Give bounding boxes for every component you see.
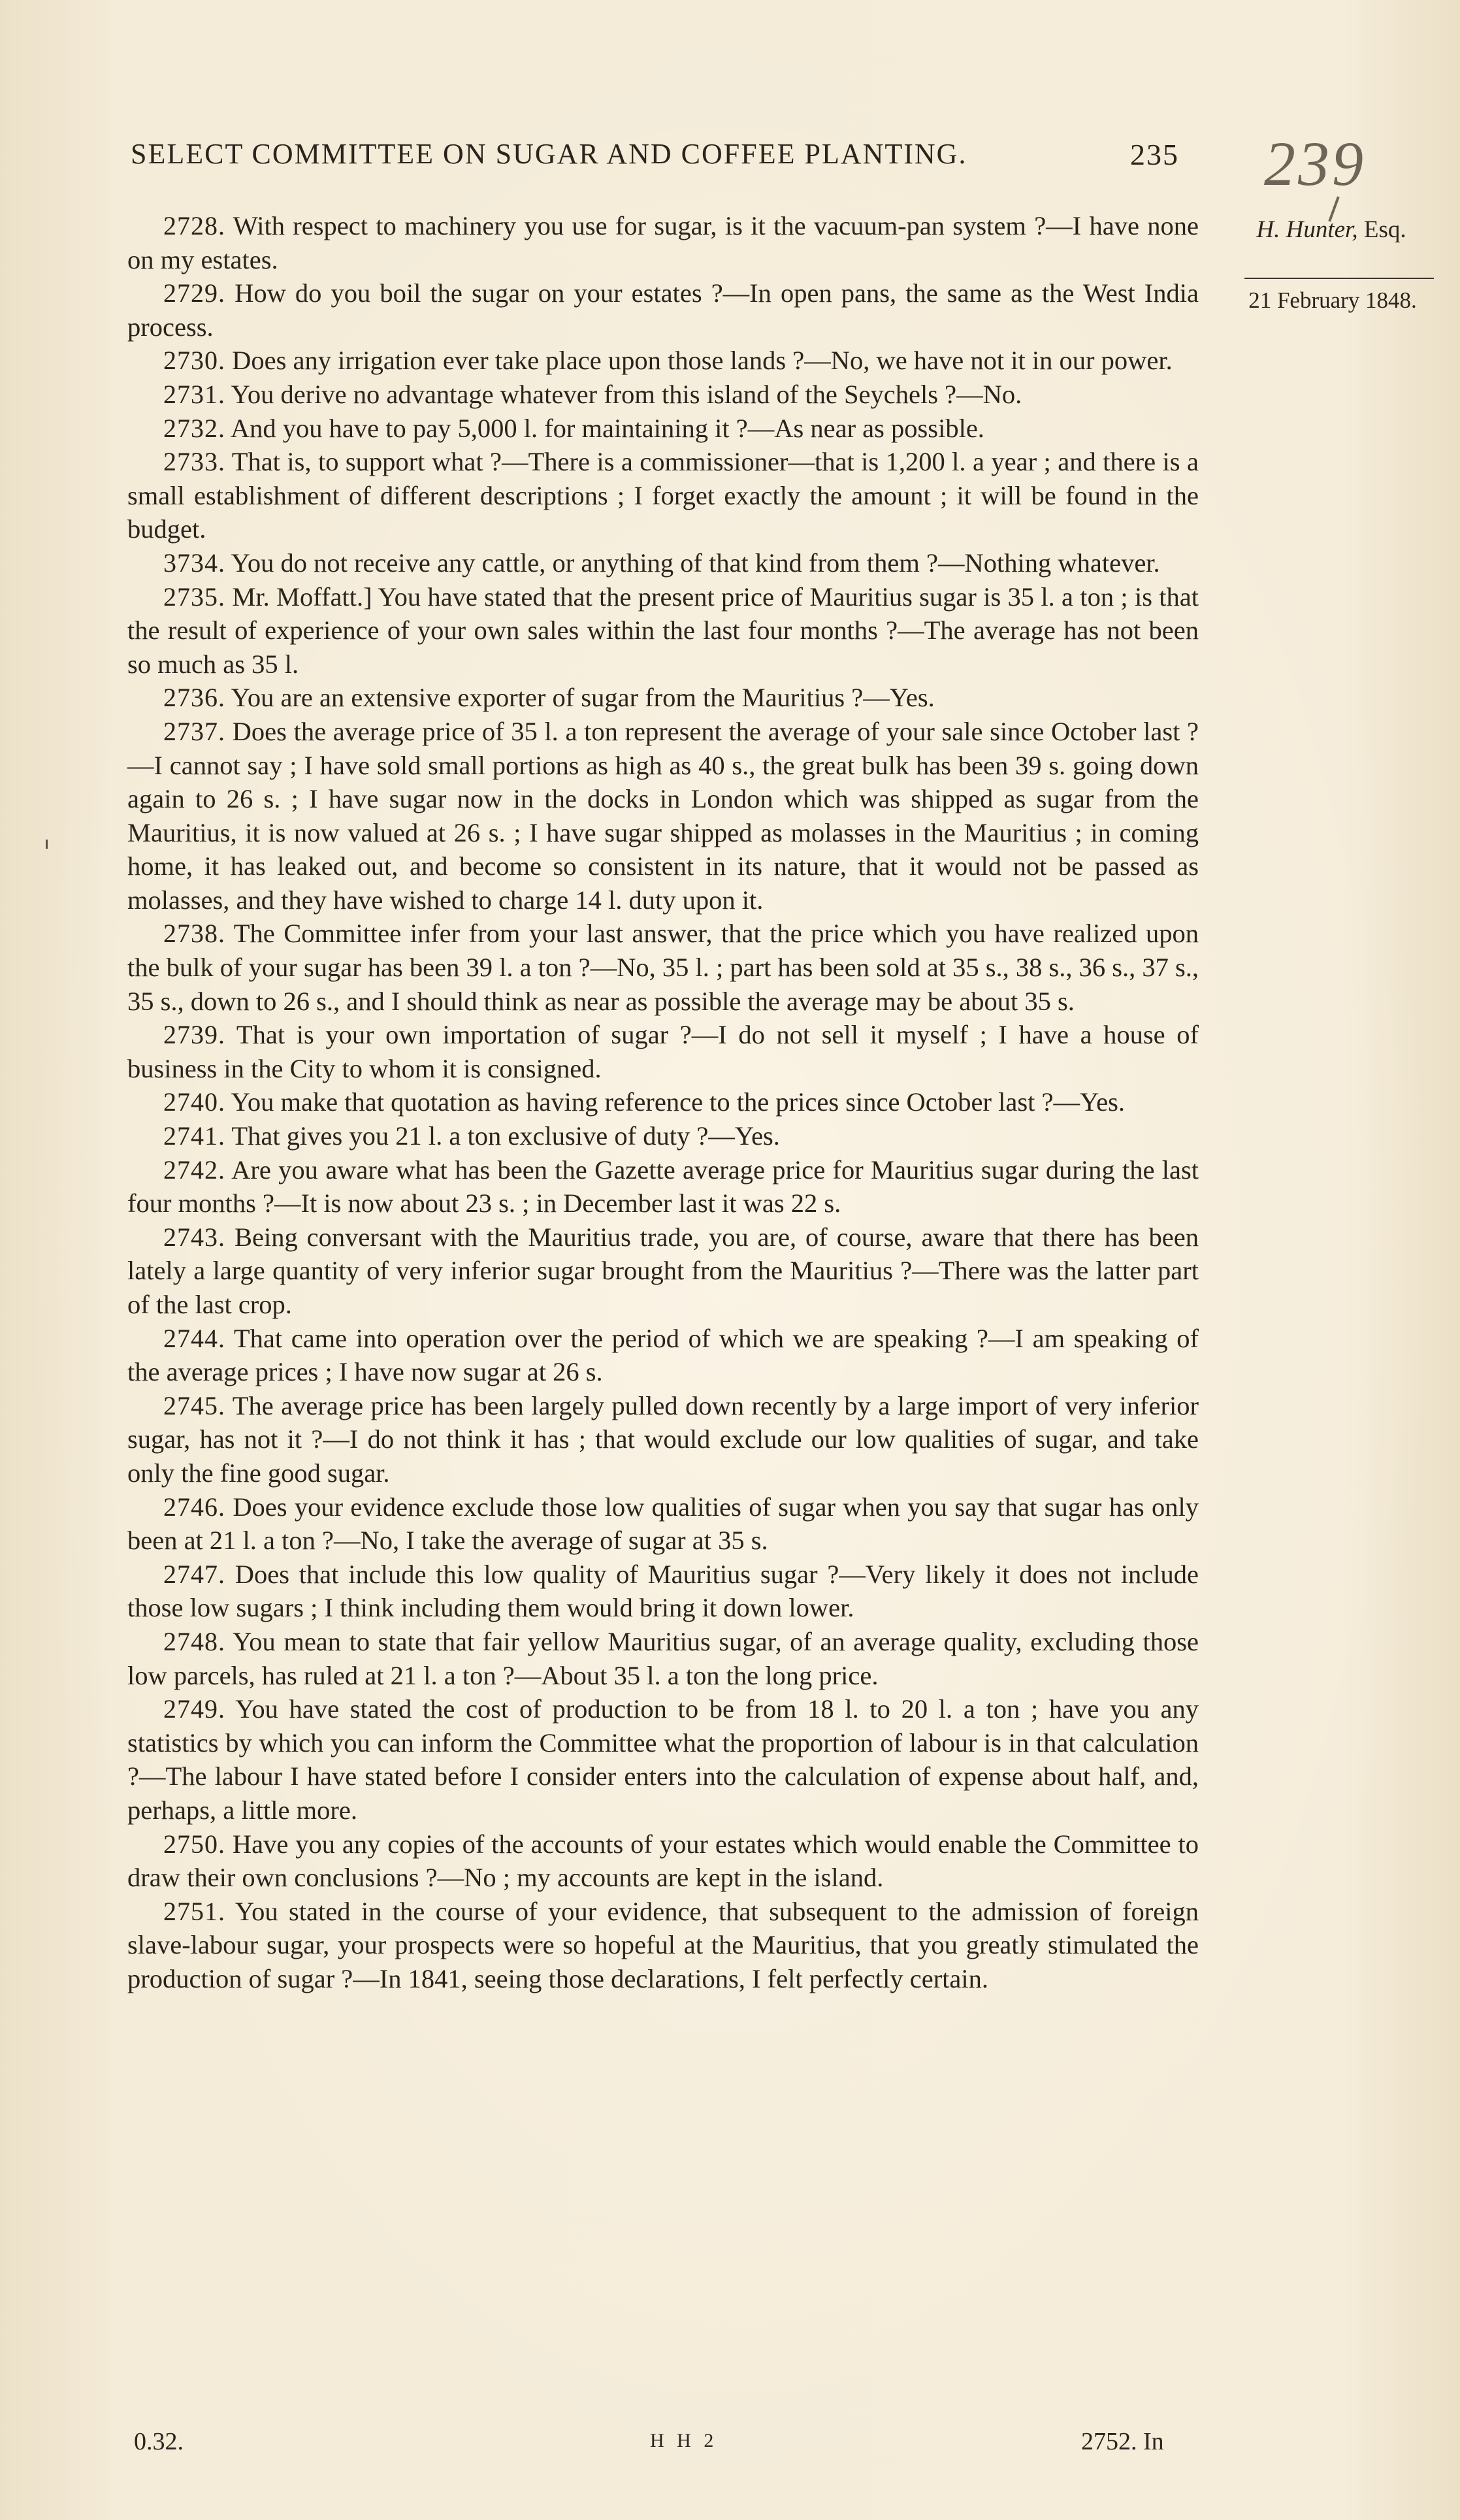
question-number: 2749. (163, 1694, 225, 1724)
evidence-paragraph (127, 1153, 1199, 1220)
evidence-paragraph (127, 1558, 1199, 1625)
question-number: 2728. (163, 211, 225, 240)
question-number: 2750. (163, 1829, 225, 1859)
question-answer-text: Are you aware what has been the Gazette average price for Mauritius sugar during the last four months ?—It is now about 23 s. ; in December last it was 22 s. (127, 1154, 1199, 1219)
evidence-paragraph (127, 1490, 1199, 1558)
question-answer-text: Does that include this low quality of Mauritius sugar ?—Very likely it does not include those low sugars ; I think including them would bring it down lower. (127, 1559, 1199, 1623)
question-number: 2743. (163, 1222, 225, 1252)
footer-signature: H H 2 (650, 2430, 718, 2451)
question-number: 2747. (163, 1559, 225, 1589)
question-number: 2742. (163, 1154, 225, 1185)
question-number: 2746. (163, 1492, 225, 1522)
question-answer-text: Does any irrigation ever take place upon those lands ?—No, we have not it in our power. (232, 346, 1173, 376)
question-answer-text: With respect to machinery you use for sugar, is it the vacuum-pan system ?—I have none on my estates. (127, 211, 1199, 274)
evidence-paragraph (127, 1625, 1199, 1692)
question-number: 2729. (163, 278, 225, 308)
question-number: 2731. (163, 379, 225, 409)
question-answer-text: You make that quotation as having reference to the prices since October last ?—Yes. (231, 1087, 1126, 1117)
question-number: 2736. (163, 683, 225, 713)
question-answer-text: You do not receive any cattle, or anything of that kind from them ?—Nothing whatever. (231, 548, 1160, 578)
evidence-paragraph (127, 445, 1199, 546)
page-number: 235 (1130, 138, 1179, 171)
question-number: 2745. (163, 1390, 225, 1420)
evidence-paragraph (127, 1085, 1199, 1119)
evidence-paragraph (127, 1389, 1199, 1490)
evidence-paragraph (127, 276, 1199, 344)
evidence-paragraph (127, 917, 1199, 1018)
question-number: 2740. (163, 1087, 225, 1117)
witness-suffix: Esq. (1363, 216, 1406, 243)
question-answer-text: The average price has been largely pulled down recently by a large import of very inferior sugar, has not it ?—I do not think it has ; that would exclude our low qualities of sugar, and take only the fine good sugar. (127, 1390, 1199, 1488)
witness-name: H. Hunter, (1256, 216, 1358, 243)
question-answer-text: You stated in the course of your evidence, that subsequent to the admission of foreign slave-labour sugar, your prospects were so hopeful at the Mauritius, that you greatly stimulated the production of sugar ?—In 1841, seeing those declarations, I felt perfectly certain. (127, 1896, 1199, 1993)
running-header (131, 137, 1209, 171)
evidence-paragraph (127, 715, 1199, 917)
evidence-paragraph (127, 1220, 1199, 1322)
question-answer-text: Mr. Moffatt.] You have stated that the present price of Mauritius sugar is 35 l. a ton ; is that the result of experience of your own sales within the last four months ?—The average has not been so much as 35 l. (127, 581, 1199, 679)
evidence-paragraph (127, 209, 1199, 276)
question-answer-text: You derive no advantage whatever from this island of the Seychels ?—No. (231, 379, 1022, 409)
evidence-paragraph (127, 344, 1199, 378)
margin-date: 21 February 1848. (1248, 287, 1417, 313)
question-answer-text: Does the average price of 35 l. a ton represent the average of your sale since October last ?—I cannot say ; I have sold small portions as high as 40 s., the great bulk has been 39 s. going down again to 26 s. ; I have sugar now in the docks in London which was shipped as sugar from the Mauritius, it is now valued at 26 s. ; I have sugar shipped as molasses in the Mauritius ; in coming home, it has leaked out, and become so consistent in its nature, that it would not be passed as molasses, and they have wished to charge 14 l. duty upon it. (127, 716, 1199, 915)
question-number: 2739. (163, 1020, 225, 1050)
question-number: 2732. (163, 413, 225, 443)
question-answer-text: How do you boil the sugar on your estates ?—In open pans, the same as the West India process. (127, 278, 1199, 342)
question-answer-text: You are an extensive exporter of sugar from the Mauritius ?—Yes. (231, 683, 935, 713)
question-number: 2751. (163, 1896, 225, 1926)
evidence-paragraph (127, 378, 1199, 412)
margin-mark (46, 840, 48, 849)
question-answer-text: You have stated the cost of production to be from 18 l. to 20 l. a ton ; have you any statistics by which you can inform the Committee what the proportion of labour is in that calculation ?—The labour I have stated before I consider enters into the calculation of expense about half, and, perhaps, a little more. (127, 1694, 1199, 1825)
evidence-paragraph (127, 1692, 1199, 1827)
footer-sessional-number: 0.32. (134, 2428, 184, 2455)
question-answer-text: The Committee infer from your last answer, that the price which you have realized upon the bulk of your sugar has been 39 l. a ton ?—No, 35 l. ; part has been sold at 35 s., 38 s., 36 s., 37 s., 35 s., down to 26 s., and I should think as near as possible the average may be about 35 s. (127, 919, 1199, 1016)
question-answer-text: That is, to support what ?—There is a commissioner—that is 1,200 l. a year ; and there is a small establishment of different descriptions ; I forget exactly the amount ; it will be found in the budget. (127, 447, 1199, 544)
evidence-paragraph (127, 1895, 1199, 1996)
evidence-paragraph (127, 1322, 1199, 1389)
question-answer-text: Being conversant with the Mauritius trade, you are, of course, aware that there has been lately a large quantity of very inferior sugar brought from the Mauritius ?—There was the latter part of the last crop. (127, 1222, 1199, 1319)
footer-catchword: 2752. In (1081, 2428, 1164, 2455)
page-footer (127, 2427, 1205, 2466)
margin-rule (1244, 278, 1434, 279)
question-number: 2738. (163, 919, 225, 949)
evidence-paragraph (127, 1827, 1199, 1895)
question-number: 2744. (163, 1323, 225, 1353)
evidence-paragraph (127, 412, 1199, 446)
evidence-paragraph (127, 1119, 1199, 1153)
question-number: 2741. (163, 1121, 225, 1151)
question-number: 2748. (163, 1626, 225, 1656)
question-answer-text: Does your evidence exclude those low qualities of sugar when you say that sugar has only been at 21 l. a ton ?—No, I take the average of sugar at 35 s. (127, 1492, 1199, 1556)
question-answer-text: And you have to pay 5,000 l. for maintaining it ?—As near as possible. (230, 413, 984, 443)
handwritten-folio-number: 239 (1264, 129, 1366, 199)
evidence-paragraph (127, 681, 1199, 715)
question-answer-text: That came into operation over the period of which we are speaking ?—I am speaking of the average prices ; I have now sugar at 26 s. (127, 1323, 1199, 1387)
question-number: 3734. (163, 548, 225, 578)
question-number: 2737. (163, 716, 225, 746)
question-answer-text: You mean to state that fair yellow Mauritius sugar, of an average quality, excluding those low parcels, has ruled at 21 l. a ton ?—About 35 l. a ton the long price. (127, 1626, 1199, 1690)
question-answer-text: That is your own importation of sugar ?—I do not sell it myself ; I have a house of business in the City to whom it is consigned. (127, 1020, 1199, 1083)
evidence-body (127, 209, 1199, 1995)
evidence-paragraph (127, 1018, 1199, 1085)
evidence-paragraph (127, 546, 1199, 580)
question-number: 2735. (163, 581, 225, 612)
evidence-paragraph (127, 580, 1199, 681)
question-number: 2733. (163, 447, 225, 477)
question-answer-text: That gives you 21 l. a ton exclusive of duty ?—Yes. (231, 1121, 780, 1151)
question-number: 2730. (163, 346, 225, 376)
header-title: SELECT COMMITTEE ON SUGAR AND COFFEE PLANTING. (131, 138, 967, 170)
margin-witness (1233, 216, 1429, 244)
question-answer-text: Have you any copies of the accounts of your estates which would enable the Committee to draw their own conclusions ?—No ; my accounts are kept in the island. (127, 1829, 1199, 1893)
